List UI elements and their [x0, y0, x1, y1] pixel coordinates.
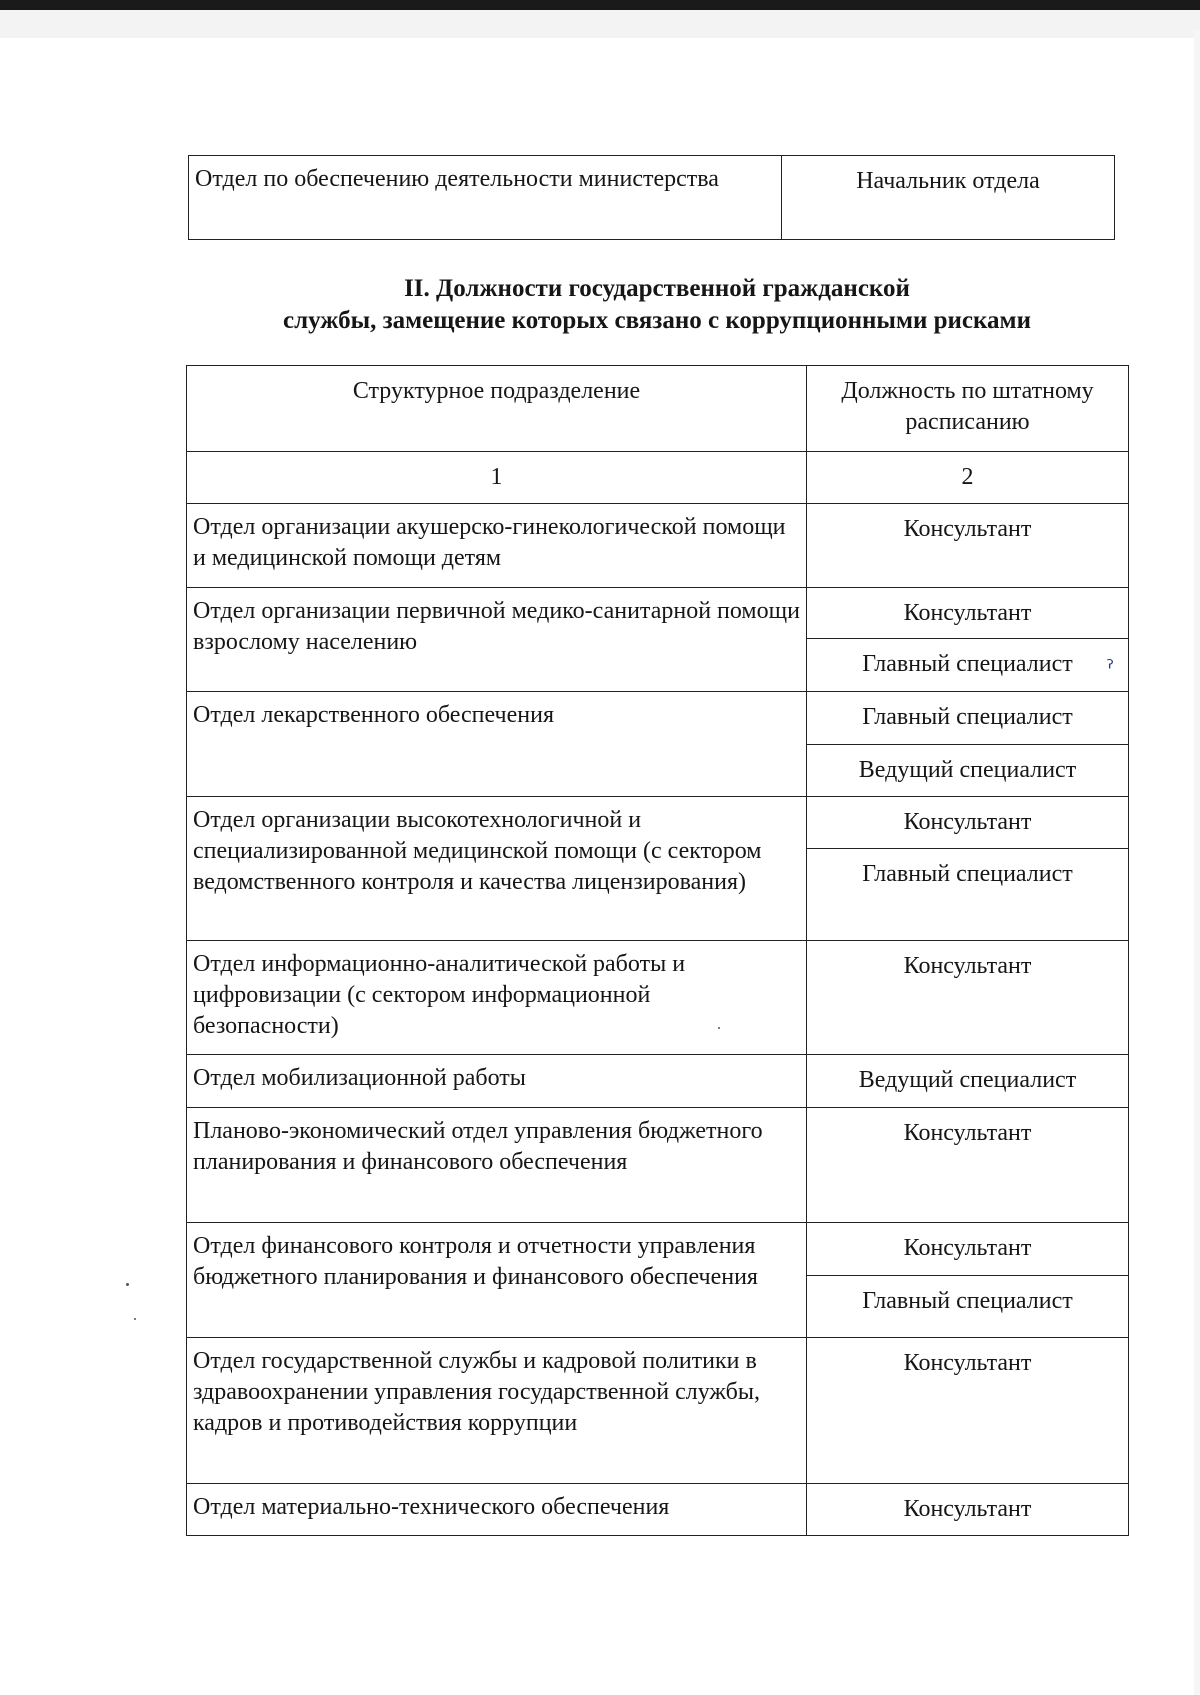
pen-mark-icon: ˀ — [1106, 657, 1115, 682]
department-cell: Отдел организации высокотехнологичной и специализированной медицинской помощи (с сектором ведомственного контроля и качества лицензирования) — [187, 797, 807, 941]
position-cell: Консультант — [807, 1338, 1129, 1484]
position-cell: Главный специалист — [807, 639, 1129, 692]
column-number: 1 — [187, 452, 807, 504]
section-heading — [186, 273, 1128, 337]
column-header: Должность по штатному расписанию — [807, 366, 1129, 452]
table-row — [187, 588, 1129, 639]
department-cell: Отдел финансового контроля и отчетности управления бюджетного планирования и финансового обеспечения — [187, 1223, 807, 1338]
scan-edge-right — [1194, 30, 1200, 1695]
department-cell: Отдел государственной службы и кадровой политики в здравоохранении управления государственной службы, кадров и противодействия коррупции — [187, 1338, 807, 1484]
table-row — [187, 1108, 1129, 1223]
section-heading-line: службы, замещение которых связано с коррупционными рисками — [283, 307, 1031, 334]
position-cell: Консультант — [807, 504, 1129, 588]
position-cell: Ведущий специалист — [807, 745, 1129, 797]
position-cell: Ведущий специалист — [807, 1055, 1129, 1108]
scan-margin-top — [0, 10, 1200, 38]
department-cell: Отдел лекарственного обеспечения — [187, 692, 807, 797]
table-row — [187, 1484, 1129, 1536]
table-row — [187, 692, 1129, 745]
column-number: 2 — [807, 452, 1129, 504]
table-row — [187, 1223, 1129, 1276]
table-row — [187, 1338, 1129, 1484]
column-header: Структурное подразделение — [187, 366, 807, 452]
position-cell: Главный специалист — [807, 849, 1129, 941]
table-row — [187, 941, 1129, 1055]
department-cell: Отдел организации первичной медико-санитарной помощи взрослому населению — [187, 588, 807, 692]
position-cell: Консультант — [807, 797, 1129, 849]
table-row — [187, 1055, 1129, 1108]
column-number-row — [187, 452, 1129, 504]
department-cell: Планово-экономический отдел управления бюджетного планирования и финансового обеспечения — [187, 1108, 807, 1223]
scan-speck — [134, 1318, 136, 1320]
table-row — [187, 504, 1129, 588]
table-header-row — [187, 366, 1129, 452]
table-row — [189, 156, 1115, 240]
top-table — [188, 155, 1115, 240]
position-cell: Начальник отдела — [782, 156, 1115, 240]
positions-table — [186, 365, 1129, 1536]
position-cell: Главный специалист — [807, 692, 1129, 745]
position-cell: Консультант — [807, 1108, 1129, 1223]
position-cell: Консультант — [807, 1484, 1129, 1536]
department-cell: Отдел информационно-аналитической работы и цифровизации (с сектором информационной безопасности) — [187, 941, 807, 1055]
section-heading-line: II. Должности государственной гражданской — [404, 275, 910, 302]
department-cell: Отдел по обеспечению деятельности министерства — [189, 156, 782, 240]
department-cell: Отдел организации акушерско-гинекологической помощи и медицинской помощи детям — [187, 504, 807, 588]
department-cell: Отдел материально-технического обеспечения — [187, 1484, 807, 1536]
position-cell: Консультант — [807, 941, 1129, 1055]
position-cell: Консультант — [807, 588, 1129, 639]
position-cell: Консультант — [807, 1223, 1129, 1276]
position-cell: Главный специалист — [807, 1276, 1129, 1338]
table-row — [187, 797, 1129, 849]
scan-edge-top — [0, 0, 1200, 10]
scan-speck — [126, 1283, 129, 1286]
department-cell: Отдел мобилизационной работы — [187, 1055, 807, 1108]
